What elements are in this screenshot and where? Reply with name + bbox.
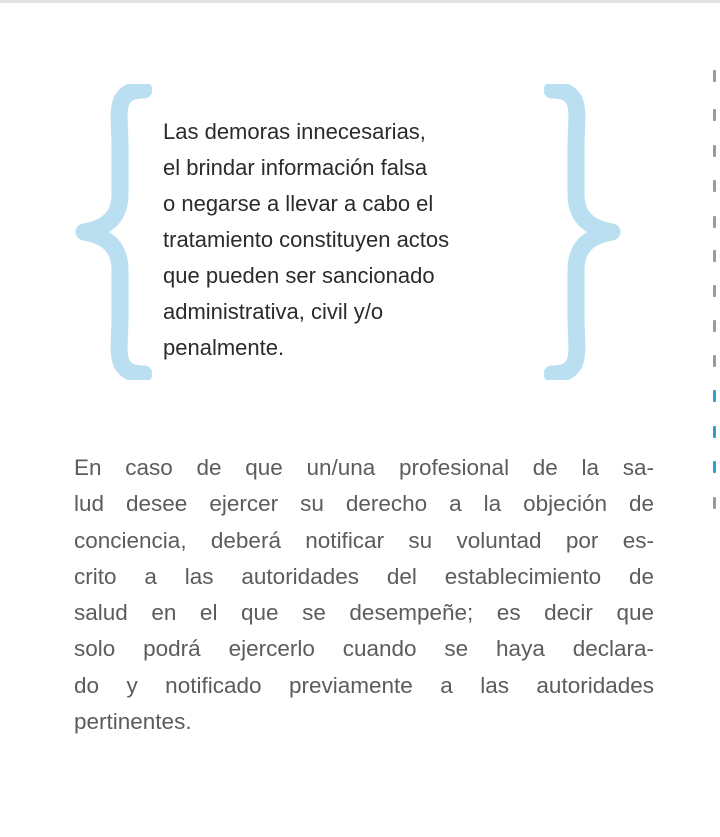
quote-line: el brindar información falsa	[163, 155, 428, 180]
body-paragraph	[74, 450, 654, 740]
adjacent-page-mark	[713, 180, 716, 192]
adjacent-page-mark	[713, 250, 716, 262]
paragraph-line: pertinentes.	[74, 709, 192, 735]
paragraph-line: conciencia, deberá notificar su voluntad por es-	[74, 527, 654, 553]
adjacent-page-mark	[713, 216, 716, 228]
quote-line: administrativa, civil y/o	[163, 299, 384, 324]
quote-line: que pueden ser sancionado	[163, 263, 435, 288]
paragraph-line: salud en el que se desempeñe; es decir que	[74, 600, 654, 626]
adjacent-page-mark	[713, 426, 716, 438]
adjacent-page-mark	[713, 320, 716, 332]
top-divider	[0, 0, 720, 3]
paragraph-line: lud desee ejercer su derecho a la objeción de	[74, 491, 654, 517]
right-curly-brace-icon	[544, 84, 624, 380]
left-curly-brace-icon	[72, 84, 152, 380]
quote-line: penalmente.	[163, 335, 285, 360]
paragraph-line: En caso de que un/una profesional de la sa-	[74, 455, 654, 480]
adjacent-page-mark	[713, 145, 716, 157]
paragraph-line: do y notificado previamente a las autoridades	[74, 672, 654, 698]
quote-text	[163, 114, 523, 366]
paragraph-line: solo podrá ejercerlo cuando se haya declara-	[74, 636, 654, 662]
adjacent-page-mark	[713, 390, 716, 402]
quote-line: o negarse a llevar a cabo el	[163, 191, 434, 216]
quote-line: tratamiento constituyen actos	[163, 227, 450, 252]
adjacent-page-mark	[713, 461, 716, 473]
paragraph-line: crito a las autoridades del establecimiento de	[74, 563, 654, 589]
quote-line: Las demoras innecesarias,	[163, 119, 426, 144]
adjacent-page-mark	[713, 355, 716, 367]
adjacent-page-mark	[713, 285, 716, 297]
adjacent-page-mark	[713, 497, 716, 509]
adjacent-page-mark	[713, 109, 716, 121]
adjacent-page-mark	[713, 70, 716, 82]
